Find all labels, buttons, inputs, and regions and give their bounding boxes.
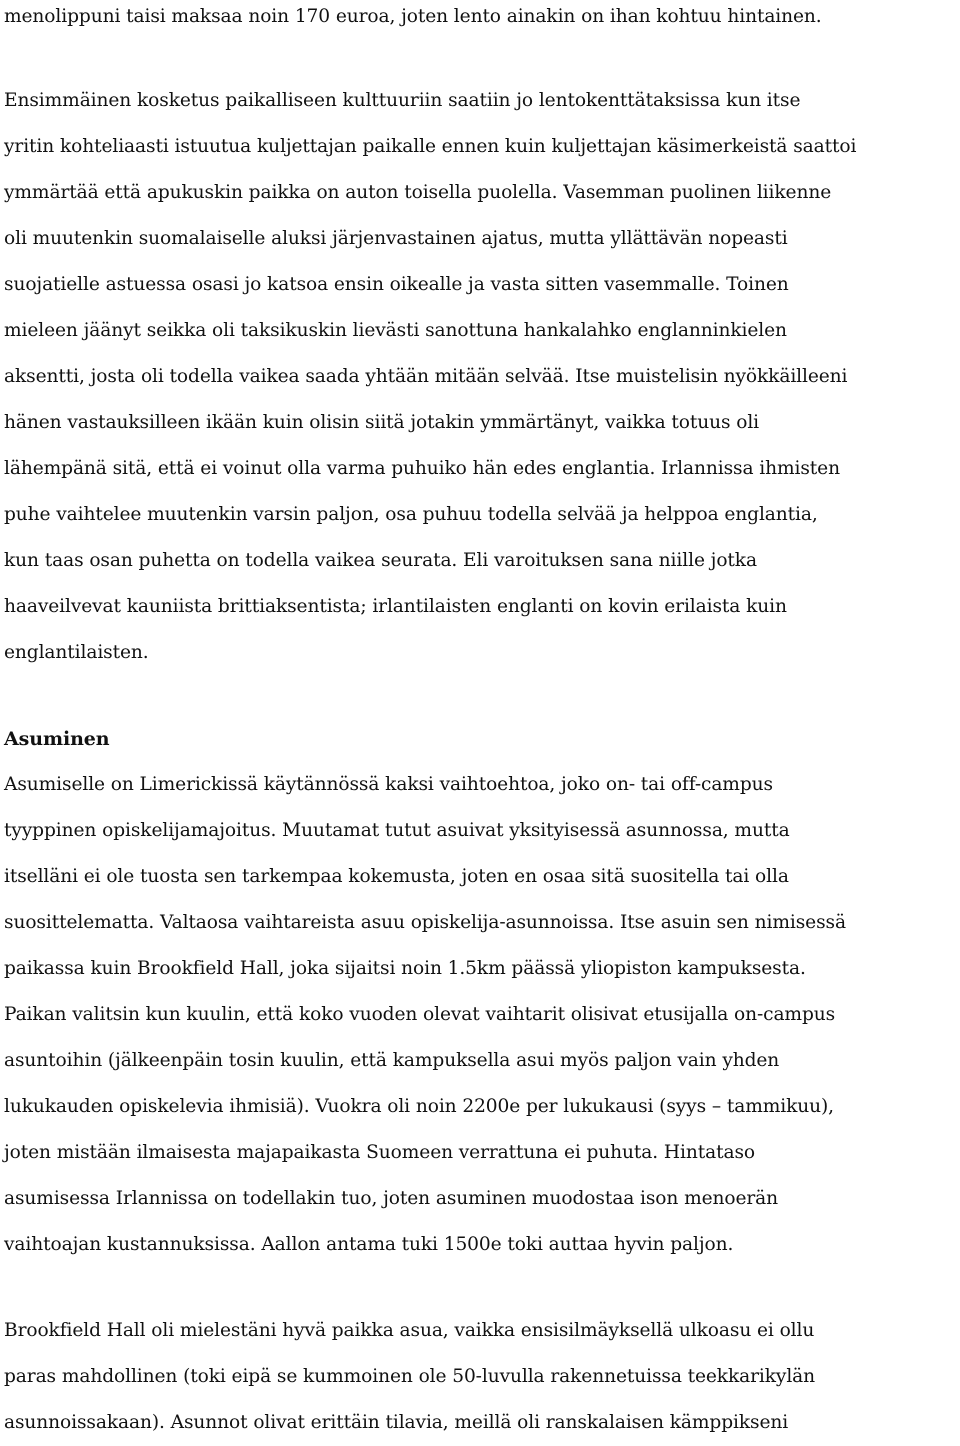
text-line: englantilaisten. bbox=[4, 642, 149, 663]
text-line: lukukauden opiskelevia ihmisiä). Vuokra oli noin 2200e per lukukausi (syys – tammikuu), bbox=[4, 1096, 834, 1117]
text-line: ymmärtää että apukuskin paikka on auton toisella puolella. Vasemman puolinen liikenne bbox=[4, 182, 832, 203]
text-line: itselläni ei ole tuosta sen tarkempaa kokemusta, joten en osaa sitä suositella tai olla bbox=[4, 866, 789, 887]
text-line: Asumiselle on Limerickissä käytännössä kaksi vaihtoehtoa, joko on- tai off-campus bbox=[4, 774, 773, 795]
text-line: aksentti, josta oli todella vaikea saada yhtään mitään selvää. Itse muistelisin nyökkäilleeni bbox=[4, 366, 848, 387]
intro-paragraph bbox=[4, 0, 958, 40]
text-line: menolippuni taisi maksaa noin 170 euroa, joten lento ainakin on ihan kohtuu hintainen. bbox=[4, 6, 822, 27]
paragraph-gap bbox=[4, 40, 958, 78]
paragraph-housing bbox=[4, 762, 958, 1268]
text-line: lähempänä sitä, että ei voinut olla varma puhuiko hän edes englantia. Irlannissa ihmisten bbox=[4, 458, 840, 479]
text-line: suosittelematta. Valtaosa vaihtareista asuu opiskelija-asunnoissa. Itse asuin sen nimisessä bbox=[4, 912, 846, 933]
text-line: hänen vastauksilleen ikään kuin olisin siitä jotakin ymmärtänyt, vaikka totuus oli bbox=[4, 412, 760, 433]
text-line: mieleen jäänyt seikka oli taksikuskin lievästi sanottuna hankalahko englanninkielen bbox=[4, 320, 787, 341]
paragraph-brookfield bbox=[4, 1308, 958, 1446]
text-line: Ensimmäinen kosketus paikalliseen kulttuuriin saatiin jo lentokenttätaksissa kun itse bbox=[4, 90, 801, 111]
text-line: paikassa kuin Brookfield Hall, joka sijaitsi noin 1.5km päässä yliopiston kampuksesta. bbox=[4, 958, 806, 979]
text-line: Brookfield Hall oli mielestäni hyvä paikka asua, vaikka ensisilmäyksellä ulkoasu ei ollu bbox=[4, 1320, 815, 1341]
text-line: yritin kohteliaasti istuutua kuljettajan paikalle ennen kuin kuljettajan käsimerkeistä saattoi bbox=[4, 136, 857, 157]
text-line: vaihtoajan kustannuksissa. Aallon antama tuki 1500e toki auttaa hyvin paljon. bbox=[4, 1234, 734, 1255]
text-line: Paikan valitsin kun kuulin, että koko vuoden olevat vaihtarit olisivat etusijalla on-campus bbox=[4, 1004, 836, 1025]
text-line: oli muutenkin suomalaiselle aluksi järjenvastainen ajatus, mutta yllättävän nopeasti bbox=[4, 228, 788, 249]
text-line: puhe vaihtelee muutenkin varsin paljon, osa puhuu todella selvää ja helppoa englantia, bbox=[4, 504, 818, 525]
paragraph-gap bbox=[4, 676, 958, 716]
document-page bbox=[4, 0, 958, 1446]
text-line: asumisessa Irlannissa on todellakin tuo, joten asuminen muodostaa ison menoerän bbox=[4, 1188, 779, 1209]
text-line: paras mahdollinen (toki eipä se kummoinen ole 50-luvulla rakennetuissa teekkarikylän bbox=[4, 1366, 816, 1387]
text-line: kun taas osan puhetta on todella vaikea seurata. Eli varoituksen sana niille jotka bbox=[4, 550, 757, 571]
section-heading: Asuminen bbox=[4, 728, 110, 750]
text-line: asunnoissakaan). Asunnot olivat erittäin tilavia, meillä oli ranskalaisen kämppikseni bbox=[4, 1412, 789, 1433]
text-line: joten mistään ilmaisesta majapaikasta Suomeen verrattuna ei puhuta. Hintataso bbox=[4, 1142, 755, 1163]
text-line: asuntoihin (jälkeenpäin tosin kuulin, että kampuksella asui myös paljon vain yhden bbox=[4, 1050, 780, 1071]
paragraph-arrival bbox=[4, 78, 958, 676]
text-line: haaveilvevat kauniista brittiaksentista; irlantilaisten englanti on kovin erilaista kuin bbox=[4, 596, 787, 617]
text-line: tyyppinen opiskelijamajoitus. Muutamat tutut asuivat yksityisessä asunnossa, mutta bbox=[4, 820, 790, 841]
text-line: suojatielle astuessa osasi jo katsoa ensin oikealle ja vasta sitten vasemmalle. Toinen bbox=[4, 274, 789, 295]
paragraph-gap bbox=[4, 1268, 958, 1308]
